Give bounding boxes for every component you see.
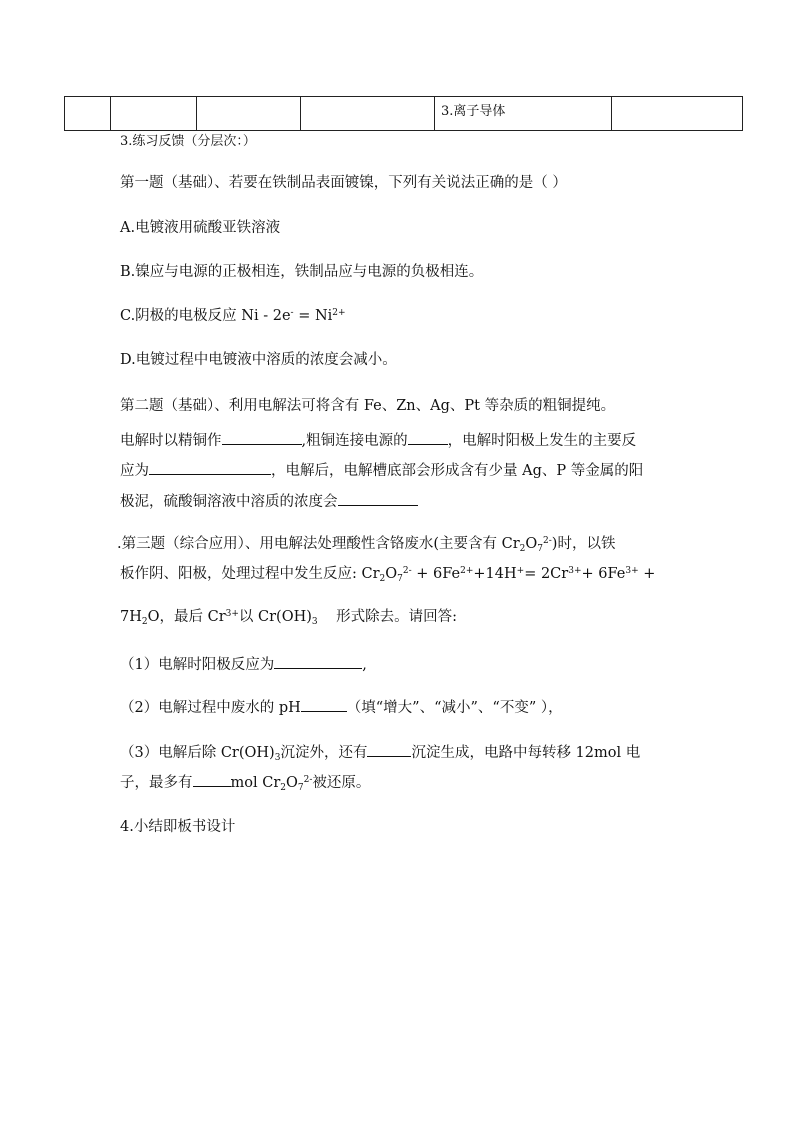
answer-blank[interactable] <box>408 430 448 445</box>
answer-blank[interactable] <box>367 742 411 757</box>
question-3-part-3-cont: 子，最多有 mol $Cr_2O_7^{2-}$被还原。 <box>120 772 370 791</box>
question-1-option-b: B.镍应与电源的正极相连，铁制品应与电源的负极相连。 <box>120 264 484 280</box>
table-cell <box>612 97 743 131</box>
answer-blank[interactable] <box>193 772 231 787</box>
table-cell <box>111 97 197 131</box>
question-3-part-1: （1）电解时阳极反应为 , <box>120 654 367 673</box>
section-4-title: 4.小结即板书设计 <box>120 819 236 835</box>
question-2-line-1: 第二题（基础）、利用电解法可将含有 Fe、Zn、Ag、Pt 等杂质的粗铜提纯。 <box>120 398 616 414</box>
table-cell <box>65 97 111 131</box>
question-2-line-4: 极泥，硫酸铜溶液中溶质的浓度会 <box>120 491 418 510</box>
answer-blank[interactable] <box>149 460 271 475</box>
table-cell <box>301 97 435 131</box>
answer-blank[interactable] <box>338 491 418 506</box>
lesson-table-fragment <box>64 96 743 131</box>
question-3-part-3: （3）电解后除 $Cr(OH)_3$沉淀外，还有 沉淀生成，电路中每转移 12mol 电 <box>120 742 640 761</box>
question-3-line-3: $7H_2O$，最后 $Cr^{3+}$以 $Cr(OH)_3$ 形式除去。请回答: <box>120 609 457 627</box>
question-2-line-3: 应为 ，电解后，电解槽底部会形成含有少量 Ag、P 等金属的阳 <box>120 460 643 479</box>
question-3-part-2: （2）电解过程中废水的 pH （填“增大”、“减小”、“不变” ）， <box>120 697 563 716</box>
answer-blank[interactable] <box>222 430 302 445</box>
table-cell-ionic-conductor: 3.离子导体 <box>435 97 612 131</box>
question-3-line-2: 板作阴、阳极，处理过程中发生反应: $Cr_2O_7^{2-} + 6Fe^{2+}+14H^+= 2Cr^{3+}+ 6Fe^{3+}$ + <box>120 566 656 584</box>
question-1-stem: 第一题（基础）、若要在铁制品表面镀镍，下列有关说法正确的是（ ） <box>120 175 567 191</box>
question-2-line-2: 电解时以精铜作 ,粗铜连接电源的 ，电解时阳极上发生的主要反 <box>120 430 636 449</box>
question-3-line-1: .第三题（综合应用）、用电解法处理酸性含铬废水(主要含有 $Cr_2O_7^{2-}$)时，以铁 <box>117 536 616 554</box>
question-1-option-d: D.电镀过程中电镀液中溶质的浓度会减小。 <box>120 352 397 368</box>
table-row <box>65 97 743 131</box>
question-1-option-c: C.阴极的电极反应 $Ni - 2e^- = Ni^{2+}$ <box>120 308 346 324</box>
answer-blank[interactable] <box>274 654 362 669</box>
table-cell <box>197 97 301 131</box>
answer-blank[interactable] <box>301 697 347 712</box>
question-1-option-a: A.电镀液用硫酸亚铁溶液 <box>120 220 281 236</box>
section-3-title: 3.练习反馈（分层次：） <box>120 134 256 149</box>
